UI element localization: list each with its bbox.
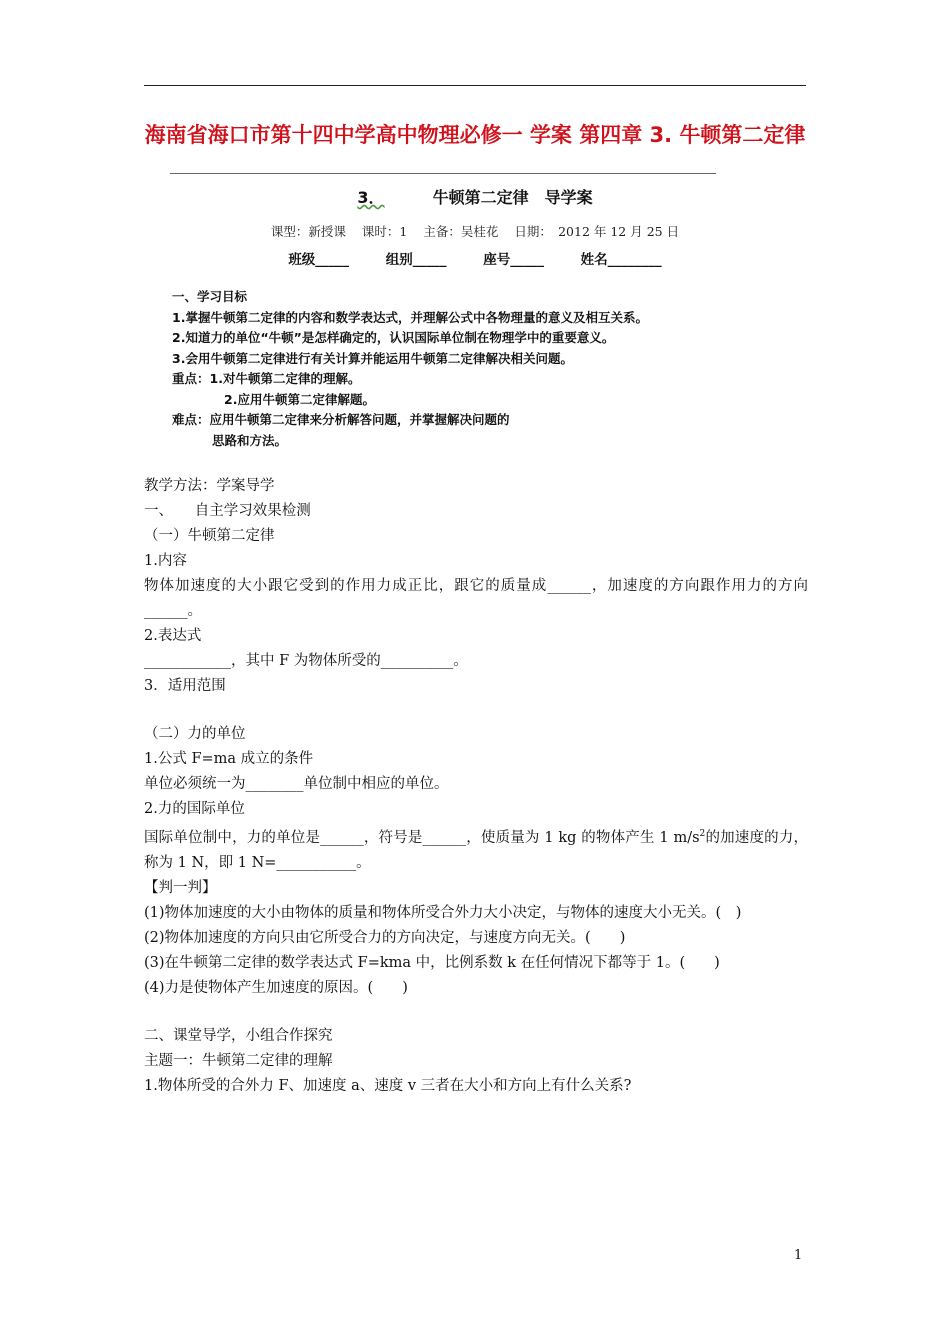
- lesson-meta: [144, 222, 806, 240]
- si-unit-text: [144, 822, 808, 876]
- formula-condition-label: 1.公式 F=ma 成立的条件: [144, 751, 314, 767]
- name-field: 姓名________: [580, 252, 662, 268]
- spacer: [144, 699, 808, 722]
- goal-2: 2.知道力的单位“牛顿”是怎样确定的，认识国际单位制在物理学中的重要意义。: [172, 330, 615, 345]
- document-title: 海南省海口市第十四中学高中物理必修一 学案 第四章 3. 牛顿第二定律: [144, 123, 806, 147]
- spacer: [144, 1001, 808, 1024]
- topic-1-question-1: 1.物体所受的合外力 F、加速度 a、速度 v 三者在大小和方向上有什么关系?: [144, 1077, 632, 1094]
- content-text: 物体加速度的大小跟它受到的作用力成正比，跟它的质量成______，加速度的方向跟作用力的方向 ______。: [144, 578, 808, 619]
- section-2-heading: 二、课堂导学，小组合作探究: [144, 1027, 333, 1044]
- subtitle: [144, 185, 806, 208]
- goal-1: 1.掌握牛顿第二定律的内容和数学表达式，并理解公式中各物理量的意义及相互关系。: [172, 309, 648, 325]
- item-content-label: 1.内容: [144, 553, 187, 569]
- document-body: [144, 474, 808, 1099]
- judge-heading: 【判一判】: [144, 879, 217, 896]
- item-scope-label: 3．适用范围: [144, 678, 226, 694]
- lesson-author: 主备：吴桂花: [423, 224, 499, 239]
- expression-text: ____________，其中 F 为物体所受的__________。: [144, 653, 468, 669]
- formula-condition-text: 单位必须统一为________单位制中相应的单位。: [144, 776, 449, 792]
- title-rule: [170, 173, 716, 174]
- topic-1-heading: 主题一：牛顿第二定律的理解: [144, 1052, 333, 1069]
- si-unit-label: 2.力的国际单位: [144, 801, 245, 817]
- si-unit-text-a: 国际单位制中，力的单位是______，符号是______，使质量为 1 kg 的物体产生 1 m/s: [144, 829, 700, 846]
- class-field: 班级_____: [288, 252, 350, 268]
- goal-3: 3.会用牛顿第二定律进行有关计算并能运用牛顿第二定律解决相关问题。: [172, 350, 573, 366]
- subsection-1-heading: （一）牛顿第二定律: [144, 528, 275, 544]
- judge-item-1: (1)物体加速度的大小由物体的质量和物体所受合外力大小决定，与物体的速度大小无关。( ): [144, 904, 742, 921]
- group-field: 组别_____: [385, 252, 447, 268]
- difficulty-1: 难点：应用牛顿第二定律来分析解答问题，并掌握解决问题的: [172, 412, 510, 427]
- lesson-date: 日期： 2012 年 12 月 25 日: [514, 224, 680, 239]
- section-1-heading: 一、 自主学习效果检测: [144, 503, 311, 519]
- judge-item-4: (4)力是使物体产生加速度的原因。( ): [144, 979, 408, 996]
- goals-heading: 一、学习目标: [172, 289, 248, 304]
- seat-field: 座号_____: [483, 252, 544, 268]
- si-unit-text-b: 的加速度的力，称为 1 N，即 1 N=___________。: [144, 829, 809, 871]
- judge-item-2: (2)物体加速度的方向只由它所受合力的方向决定，与速度方向无关。( ): [144, 929, 626, 946]
- si-unit-sup: 2: [699, 829, 706, 839]
- key-point-2: 2.应用牛顿第二定律解题。: [224, 391, 375, 407]
- student-info-row: [144, 248, 806, 268]
- subtitle-text: 牛顿第二定律 导学案: [432, 188, 593, 207]
- subtitle-number: 3．: [357, 188, 385, 207]
- teaching-method: 教学方法：学案导学: [144, 478, 275, 494]
- judge-item-3: (3)在牛顿第二定律的数学表达式 F=kma 中，比例系数 k 在任何情况下都等于 1。( ): [144, 954, 720, 971]
- lesson-type: 课型：新授课: [270, 224, 346, 239]
- lesson-hours: 课时：1: [361, 224, 408, 239]
- learning-goals: [172, 287, 732, 451]
- page-number: 1: [794, 1248, 803, 1263]
- top-rule: [144, 85, 806, 86]
- item-expression-label: 2.表达式: [144, 628, 202, 644]
- key-point-1: 重点：1.对牛顿第二定律的理解。: [172, 371, 361, 386]
- difficulty-2: 思路和方法。: [212, 432, 288, 448]
- subsection-2-heading: （二）力的单位: [144, 726, 246, 742]
